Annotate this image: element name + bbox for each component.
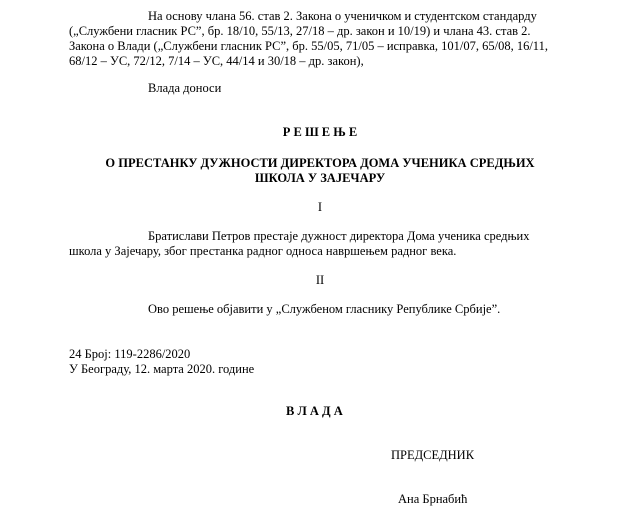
section-2-text: Ово решење објавити у „Службеном гласнику Републике Србије”.: [148, 302, 501, 316]
section-2-number: II: [315, 273, 325, 287]
section-1-number: I: [317, 200, 323, 214]
government-label: В Л А Д А: [286, 404, 343, 418]
section-1-line-1: Братислави Петров престаје дужност директора Дома ученика средњих: [148, 229, 530, 243]
signature-role: ПРЕДСЕДНИК: [391, 448, 475, 462]
reference-number: 24 Број: 119-2286/2020: [69, 347, 191, 361]
document-subtitle-line-1: О ПРЕСТАНКУ ДУЖНОСТИ ДИРЕКТОРА ДОМА УЧЕНИКА СРЕДЊИХ: [105, 156, 535, 170]
preamble-line-4: 68/12 – УС, 72/12, 7/14 – УС, 44/14 и 30/18 – др. закон),: [69, 54, 364, 68]
enacting-clause: Влада доноси: [148, 81, 222, 95]
reference-place-date: У Београду, 12. марта 2020. године: [69, 362, 255, 376]
document-subtitle-line-2: ШКОЛА У ЗАЈЕЧАРУ: [254, 171, 386, 185]
section-1-line-2: школа у Зајечару, због престанка радног односа навршењем радног века.: [69, 244, 457, 258]
document-title: Р Е Ш Е Њ Е: [282, 125, 358, 139]
preamble-line-2: („Службени гласник РС”, бр. 18/10, 55/13, 27/18 – др. закон и 10/19) и члана 43. став 2.: [69, 24, 531, 38]
signature-name: Ана Брнабић: [398, 492, 468, 506]
preamble-line-1: На основу члана 56. став 2. Закона о ученичком и студентском стандарду: [148, 9, 537, 23]
preamble-line-3: Закона о Влади („Службени гласник РС”, бр. 55/05, 71/05 – исправка, 101/07, 65/08, 16/11,: [69, 39, 548, 53]
